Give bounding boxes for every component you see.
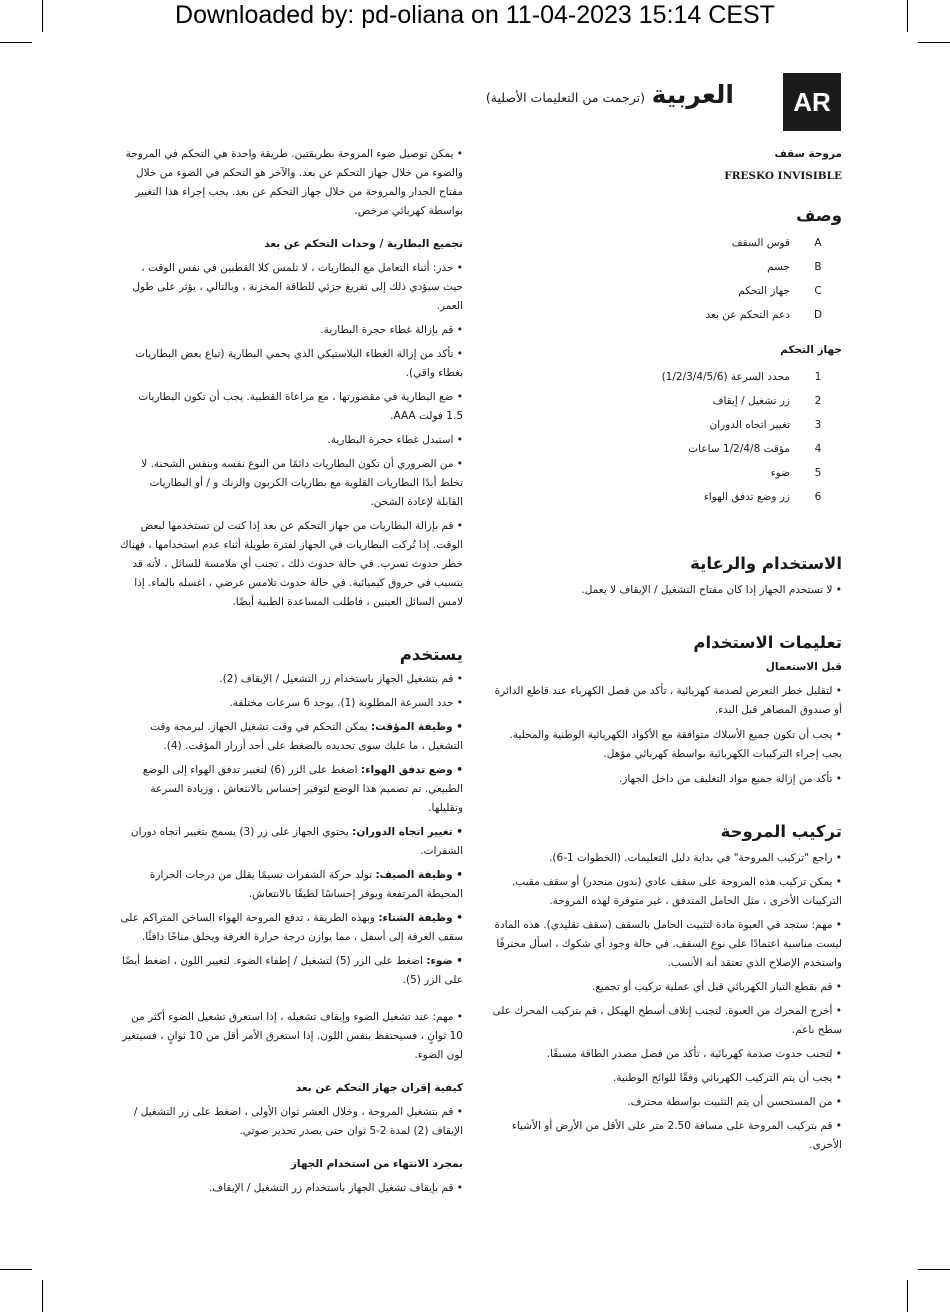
fan-install-item: • يجب أن يتم التركيب الكهربائي وفقًا للوائح الوطنية. [612,1072,842,1084]
crop-mark [907,1280,908,1312]
battery-item: • استبدل غطاء حجرة البطارية. [327,434,463,446]
fan-install-item: • قم بتركيب المروحة على مسافة 2.50 متر على الأقل من الأرض أو الأشياء الأخرى. [511,1120,842,1151]
battery-item: • قم بإزالة البطاريات من جهاز التحكم عن بعد إذا كنت لن تستخدمها لبعض الوقت. إذا تُركت البطاريات في الجهاز لفترة طويلة أثناء عدم استخدامها ، فهناك خطر حدوث تسرب. في حالة حدوث ذلك ، تجنب أي ملامسة للسائل ، لأنه قد يتسبب في حروق كيميائية. في حالة حدوث تلامس عرضي ، اغسله بالماء. إذا لامس السائل العينين ، فاطلب المساعدة الطبية أيضًا. [120,520,463,608]
battery-item: • ضع البطارية في مقصورتها ، مع مراعاة القطبية. يجب أن تكون البطاريات 1.5 فولت AAA. [138,391,463,422]
list-item: 4 مؤقت 1/2/4/8 ساعات [688,443,822,455]
pairing-item: • قم بتشغيل المروحة ، وخلال العشر ثوان الأولى ، اضغط على زر التشغيل / الإيقاف (2) لمدة 2-5 ثوان حتى يصدر تحذير صوتي. [133,1106,463,1137]
usage-instructions-title: تعليمات الاستخدام [693,633,842,652]
use-item: • وظيفة الصيف: تولد حركة الشفرات نسيمًا يقلل من درجات الحرارة المحيطة المرتفعة ويوفر إحساسًا لطيفًا بالانتعاش. [149,869,463,900]
list-item: 3 تغيير اتجاه الدوران [709,419,822,431]
use-item: • وضع تدفق الهواء: اضغط على الزر (6) لتغيير تدفق الهواء إلى الوضع الطبيعي. تم تصميم هذا الوضع لتوفير إحساس بالانتعاش ، وزيادة السرعة وتقليلها. [142,764,463,814]
description-title: وصف [796,206,842,225]
usage-instructions-item: • تأكد من إزالة جميع مواد التغليف من داخل الجهاز. [618,773,842,785]
usage-care-item: • لا تستخدم الجهاز إذا كان مفتاح التشغيل / الإيقاف لا يعمل. [581,584,842,596]
product-type: مروحة سقف [774,148,842,160]
list-item: A قوس السقف [731,237,822,249]
fan-install-item: • يمكن تركيب هذه المروحة على سقف عادي (بدون منحدر) أو سقف مقبب. التركيبات الأخرى ، مثل الحامل المتدفق ، غير متوفرة لهذه المروحة. [511,876,842,907]
light-connection-text: • يمكن توصيل ضوء المروحة بطريقتين. طريقة واحدة هي التحكم في المروحة والضوء من خلال جهاز التحكم عن بعد. والآخر هو التحكم في الضوء من خلال مفتاح الجدار والمروحة من خلال جهاز التحكم عن بعد. يجب إجراء هذا التغيير بواسطة كهربائي مرخص. [125,148,463,217]
usage-instructions-subtitle: قبل الاستعمال [765,661,842,673]
left-column [120,145,463,1198]
use-important-note: • مهم: عند تشغيل الضوء وإيقاف تشغيله ، إذا استغرق تشغيل الضوء أكثر من 10 ثوانٍ ، فسيحتفظ بنفس اللون. إذا استغرق الأمر أقل من 10 ثوانٍ ، فسيتغير لون الضوء. [122,1011,463,1061]
usage-instructions-item: • يجب أن تكون جميع الأسلاك متوافقة مع الأكواد الكهربائية الوطنية والمحلية. يجب إجراء التركيبات الكهربائية بواسطة كهربائي مؤهل. [509,729,842,760]
fan-install-item: • لتجنب حدوث صدمة كهربائية ، تأكد من فصل مصدر الطاقة مسبقًا. [546,1048,842,1060]
language-badge: AR [783,73,841,131]
battery-item: • من الضروري أن تكون البطاريات دائمًا من النوع نفسه وبنفس الشحنة. لا تخلط أبدًا البطاريات القلوية مع بطاريات الكربون والزنك و / أو البطاريات القابلة لإعادة الشحن. [141,458,463,508]
battery-title: تجميع البطارية / وحدات التحكم عن بعد [264,238,463,250]
battery-item: • حذر: أثناء التعامل مع البطاريات ، لا تلمس كلا القطبين في نفس الوقت ، حيث سيؤدي ذلك إلى تفريغ جزئي للطاقة المخزنة ، وبالتالي ، يؤثر على طول العمر. [132,262,463,312]
after-use-item: • قم بإيقاف تشغيل الجهاز باستخدام زر التشغيل / الإيقاف. [208,1182,463,1194]
product-name: FRESKO INVISIBLE [724,170,842,182]
crop-mark [0,1269,32,1270]
list-item: D دعم التحكم عن بعد [705,309,823,321]
controller-list [490,365,842,509]
language-title: العربية [651,80,734,109]
right-column [490,145,842,1155]
list-item: 5 ضوء [770,467,822,479]
fan-install-item: • أخرج المحرك من العبوة. لتجنب إتلاف أسطح الهيكل ، قم بتركيب المحرك على سطح ناعم. [492,1005,842,1036]
use-item: • وظيفة الشتاء: وبهذه الطريقة ، تدفع المروحة الهواء الساخن المتراكم على سقف الغرفة إلى أسفل ، مما يوازن درجة حرارة الغرفة ويخلق مناخًا دافئًا. [120,912,463,943]
use-item: • تغيير اتجاه الدوران: يحتوي الجهاز على زر (3) يسمح بتغيير اتجاه دوران الشفرات. [130,826,463,857]
after-use-title: بمجرد الانتهاء من استخدام الجهاز [290,1158,463,1170]
fan-install-item: • مهم: ستجد في العبوة مادة لتثبيت الحامل بالسقف (سقف تقليدي). هذه المادة ليست مناسبة اعتمادًا على نوع السقف. في حالة وجود أي شكوك ، اسأل محترفًا واستخدم الإصلاح الذي تعتقد أنه الأنسب. [494,919,842,969]
crop-mark [0,42,32,43]
fan-install-item: • راجع "تركيب المروحة" في بداية دليل التعليمات. (الخطوات 1-6). [549,852,842,864]
list-item: 2 زر تشغيل / إيقاف [712,395,822,407]
crop-mark [42,1280,43,1312]
use-item: • قم بتشغيل الجهاز باستخدام زر التشغيل / الإيقاف (2). [219,673,463,685]
list-item: B جسم [767,261,822,273]
battery-item: • قم بإزالة غطاء حجرة البطارية. [320,324,463,336]
usage-care-title: الاستخدام والرعاية [690,554,842,573]
use-item: • وظيفة المؤقت: يمكن التحكم في وقت تشغيل الجهاز. لبرمجة وقت التشغيل ، ما عليك سوى تحديده بالضغط على أحد أزرار المؤقت. (4). [150,721,463,752]
download-notice: Downloaded by: pd-oliana on 11-04-2023 15:14 CEST [175,1,775,29]
use-item: • ضوء: اضغط على الزر (5) لتشغيل / إطفاء الضوء. لتغيير اللون ، اضغط أيضًا على الزر (5). [121,955,463,986]
fan-install-item: • من المستحسن أن يتم التثبيت بواسطة محترف. [627,1096,842,1108]
list-item: 6 زر وضع تدفق الهواء [703,491,822,503]
fan-install-title: تركيب المروحة [720,822,842,841]
pairing-title: كيفية إقران جهاز التحكم عن بعد [295,1082,463,1094]
use-item: • حدد السرعة المطلوبة (1). يوجد 6 سرعات مختلفة. [229,697,463,709]
description-list [490,231,842,327]
controller-title: جهاز التحكم [780,344,842,356]
use-title: يستخدم [399,645,463,664]
list-item: C جهاز التحكم [738,285,822,297]
crop-mark [918,1269,950,1270]
crop-mark [918,42,950,43]
usage-instructions-item: • لتقليل خطر التعرض لصدمة كهربائية ، تأكد من فصل الكهرباء عند قاطع الدائرة أو صندوق المصاهر قبل البدء. [494,685,842,716]
language-subtitle: (ترجمت من التعليمات الأصلية) [485,90,645,105]
battery-item: • تأكد من إزالة الغطاء البلاستيكي الذي يحمي البطارية (تباع بعض البطاريات بغطاء واقي). [135,348,463,379]
list-item: 1 محدد السرعة (1/2/3/4/5/6) [661,371,822,383]
fan-install-item: • قم بقطع التيار الكهربائي قبل أي عملية تركيب أو تجميع. [591,981,842,993]
